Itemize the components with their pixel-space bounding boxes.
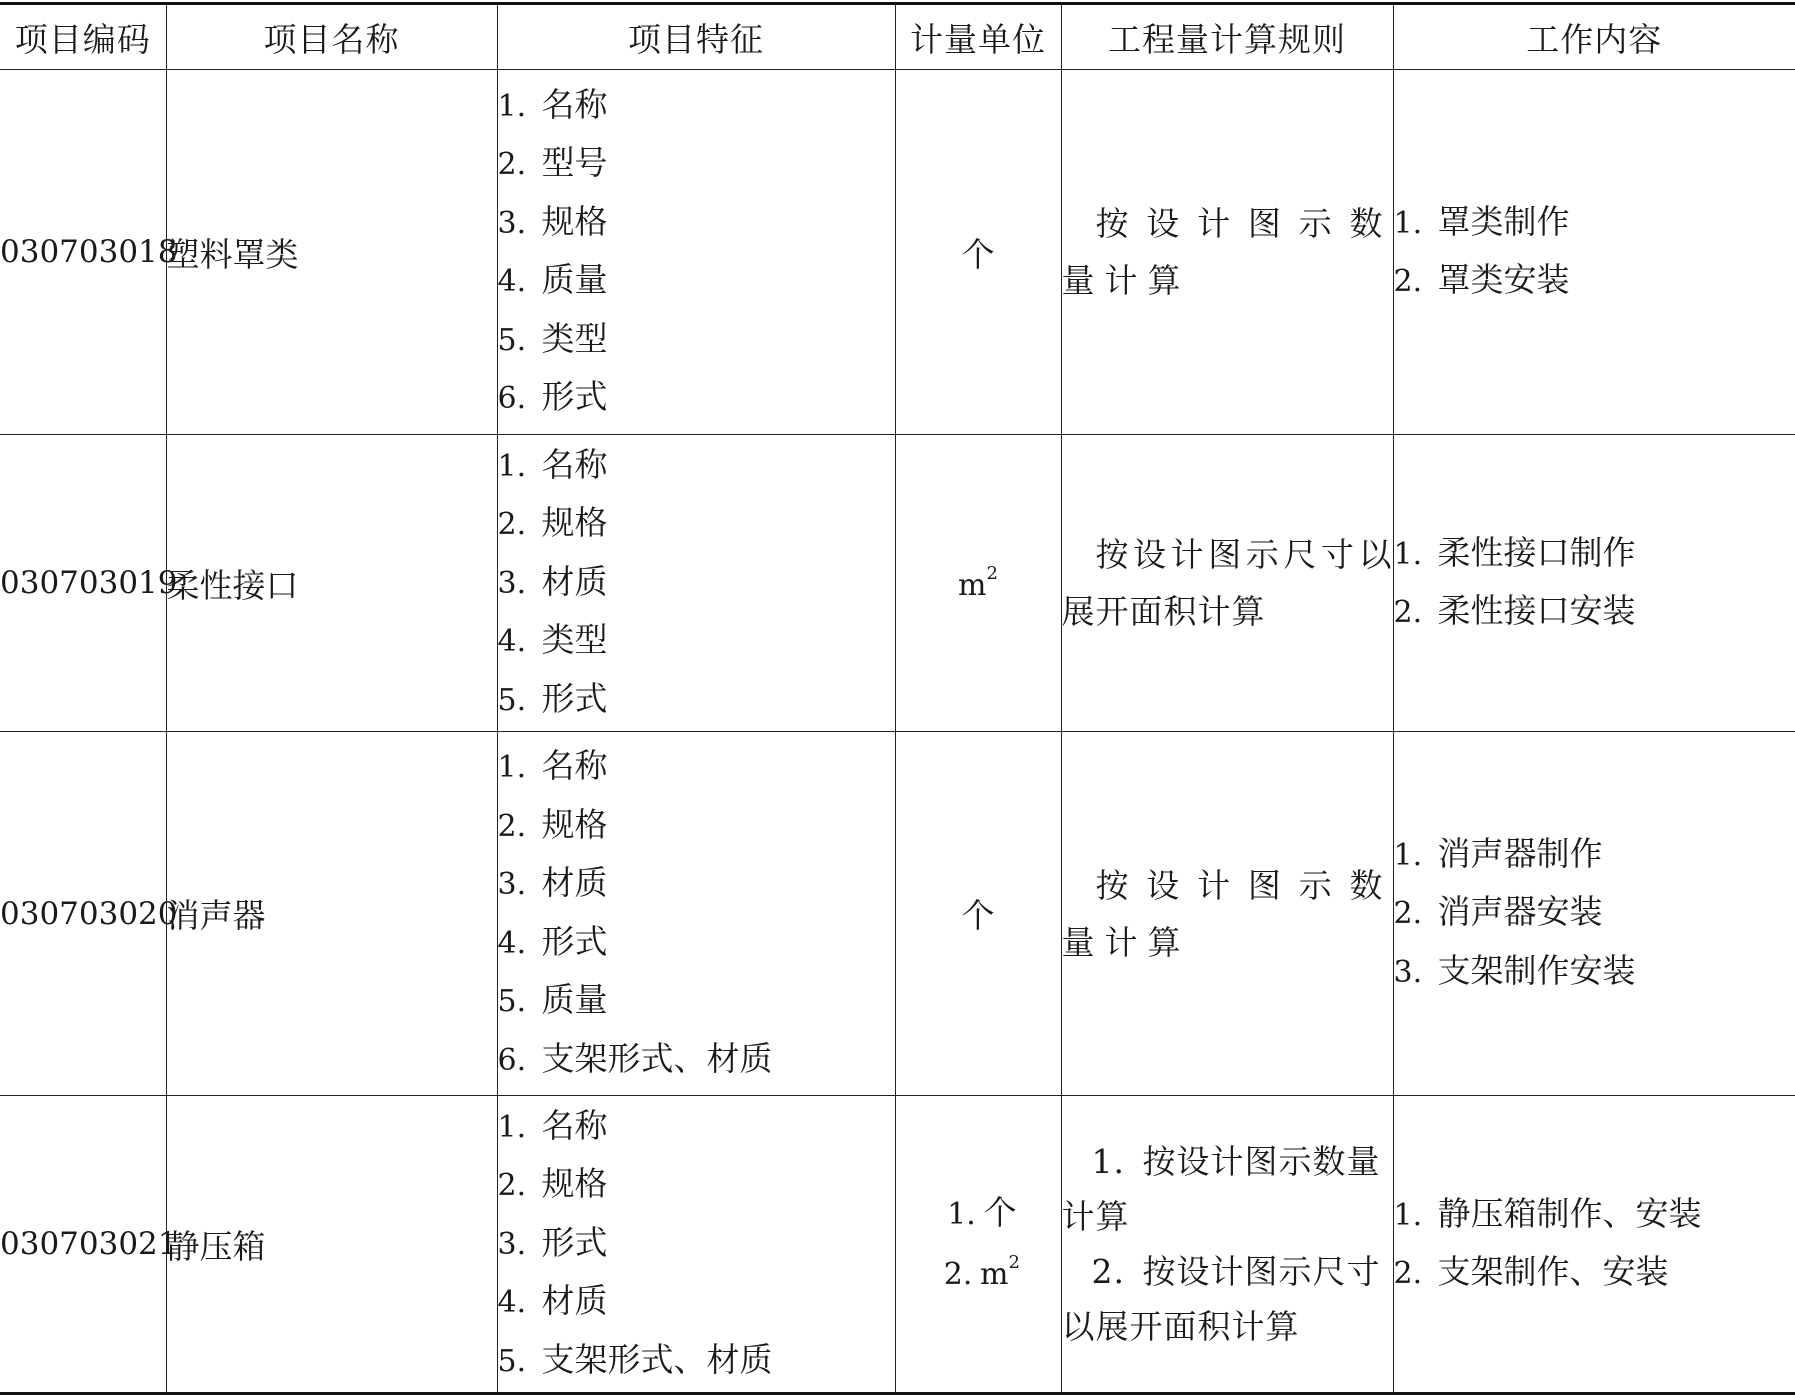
item-name: 柔性接口 [166, 435, 497, 732]
feature-item: 3. 规格 [497, 201, 608, 241]
header-rule: 工程量计算规则 [1061, 4, 1393, 70]
header-row [0, 4, 1795, 70]
item-rule: 按设计图示数量计算 [1061, 732, 1393, 1096]
item-work [1393, 732, 1795, 1096]
feature-item: 3. 形式 [497, 1222, 608, 1262]
item-unit: 个 [895, 732, 1061, 1096]
feature-item: 6. 支架形式、材质 [497, 1038, 773, 1078]
item-features [497, 435, 895, 732]
feature-item: 1. 名称 [497, 1105, 608, 1145]
feature-item: 5. 形式 [497, 678, 608, 718]
feature-item: 5. 支架形式、材质 [497, 1339, 773, 1379]
header-features: 项目特征 [497, 4, 895, 70]
feature-item: 1. 名称 [497, 444, 608, 484]
feature-item: 6. 形式 [497, 377, 608, 416]
item-unit: 个 [895, 70, 1061, 435]
item-code: 030703021 [0, 1096, 166, 1394]
feature-item: 1. 名称 [497, 84, 608, 124]
item-work [1393, 435, 1795, 732]
item-name: 静压箱 [166, 1096, 497, 1394]
feature-item: 5. 类型 [497, 318, 608, 358]
item-name: 消声器 [166, 732, 497, 1096]
item-features [497, 732, 895, 1096]
work-item: 1. 罩类制作 [1393, 201, 1570, 241]
rule-clause: 2. 按设计图示尺寸以展开面积计算 [1061, 1252, 1381, 1346]
feature-item: 3. 材质 [497, 863, 608, 902]
table-row [0, 732, 1795, 1096]
item-code: 030703019 [0, 435, 166, 732]
feature-item: 4. 材质 [497, 1281, 608, 1321]
item-rule: 按设计图示数量计算 [1061, 70, 1393, 435]
unit-option: 2. $m^2$ [943, 1252, 1020, 1292]
feature-item: 3. 材质 [497, 561, 608, 601]
table-row [0, 1096, 1795, 1394]
feature-item: 4. 质量 [497, 260, 608, 299]
item-features [497, 70, 895, 435]
feature-item: 4. 形式 [497, 921, 608, 961]
feature-item: 2. 规格 [497, 503, 608, 543]
item-name: 塑料罩类 [166, 70, 497, 435]
work-item: 1. 柔性接口制作 [1393, 532, 1636, 572]
item-unit: $m^2$ [895, 435, 1061, 732]
work-item: 3. 支架制作安装 [1393, 950, 1636, 990]
item-work [1393, 1096, 1795, 1394]
item-features [497, 1096, 895, 1394]
feature-item: 5. 质量 [497, 980, 608, 1019]
feature-item: 2. 型号 [497, 143, 608, 182]
work-item: 2. 消声器安装 [1393, 892, 1603, 932]
item-code: 030703018 [0, 70, 166, 435]
header-work: 工作内容 [1393, 4, 1795, 70]
feature-item: 1. 名称 [497, 746, 608, 785]
item-work [1393, 70, 1795, 435]
item-unit [895, 1096, 1061, 1394]
feature-item: 2. 规格 [497, 1164, 608, 1204]
feature-item: 2. 规格 [497, 804, 608, 844]
item-rule: 按设计图示尺寸以展开面积计算 [1061, 435, 1393, 732]
work-item: 1. 静压箱制作、安装 [1393, 1193, 1702, 1233]
bill-of-quantities-table [0, 2, 1795, 1395]
rule-clause: 1. 按设计图示数量计算 [1061, 1142, 1381, 1236]
table-row [0, 70, 1795, 435]
header-unit: 计量单位 [895, 4, 1061, 70]
item-code: 030703020 [0, 732, 166, 1096]
table-row [0, 435, 1795, 732]
header-code: 项目编码 [0, 4, 166, 70]
work-item: 2. 支架制作、安装 [1393, 1252, 1669, 1291]
unit-option: 1. 个 [947, 1193, 1017, 1232]
work-item: 2. 罩类安装 [1393, 260, 1570, 299]
feature-item: 4. 类型 [497, 620, 608, 660]
work-item: 1. 消声器制作 [1393, 833, 1603, 873]
header-name: 项目名称 [166, 4, 497, 70]
work-item: 2. 柔性接口安装 [1393, 591, 1636, 630]
item-rule [1061, 1096, 1393, 1394]
